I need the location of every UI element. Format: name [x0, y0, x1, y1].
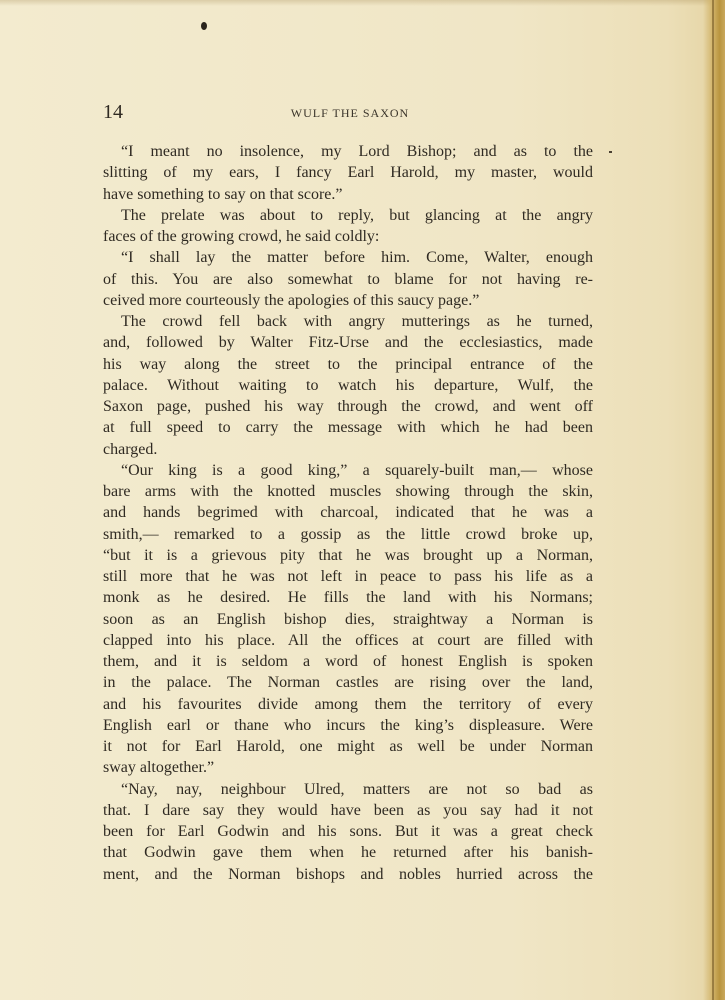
page-edge-line — [712, 0, 714, 1000]
text-line: “but it is a grievous pity that he was brought up a Norman, — [103, 546, 593, 564]
running-title: WULF THE SAXON — [290, 106, 410, 120]
page-top-shadow — [0, 0, 725, 6]
text-line: in the palace. The Norman castles are rising over the land, — [103, 674, 593, 692]
text-line: still more that he was not left in peace to pass his life as a — [103, 568, 593, 585]
body-text — [103, 141, 593, 885]
text-line: clapped into his place. All the offices at court are filled with — [103, 631, 593, 649]
text-line: faces of the growing crowd, he said coldly: — [103, 228, 380, 245]
text-line: palace. Without waiting to watch his departure, Wulf, the — [103, 376, 593, 394]
page-number: 14 — [103, 101, 123, 123]
margin-mark — [609, 151, 612, 153]
text-line: “Our king is a good king,” a squarely-built man,— whose — [121, 461, 593, 479]
text-line: of this. You are also somewhat to blame for not having re- — [103, 270, 593, 288]
text-line: charged. — [103, 440, 158, 458]
text-line: slitting of my ears, I fancy Earl Harold, my master, would — [103, 164, 593, 182]
text-line: “Nay, nay, neighbour Ulred, matters are not so bad as — [121, 780, 593, 798]
text-line: and hands begrimed with charcoal, indicated that he was a — [103, 504, 593, 522]
text-line: ceived more courteously the apologies of this saucy page.” — [103, 291, 480, 309]
text-line: smith,— remarked to a gossip as the little crowd broke up, — [103, 525, 593, 543]
text-line: and his favourites divide among them the territory of every — [103, 695, 593, 713]
text-line: been for Earl Godwin and his sons. But it was a great check — [103, 823, 593, 840]
ink-speck — [201, 22, 207, 30]
text-line: his way along the street to the principal entrance of the — [103, 355, 593, 373]
text-line: bare arms with the knotted muscles showing through the skin, — [103, 483, 593, 500]
text-line: have something to say on that score.” — [103, 185, 343, 203]
text-line: ment, and the Norman bishops and nobles hurried across the — [103, 865, 593, 883]
text-line: monk as he desired. He fills the land with his Normans; — [103, 589, 593, 607]
page-spine-edge — [703, 0, 725, 1000]
text-line: sway altogether.” — [103, 759, 215, 777]
text-line: them, and it is seldom a word of honest English is spoken — [103, 653, 593, 670]
text-line: at full speed to carry the message with which he had been — [103, 419, 593, 437]
text-line: soon as an English bishop dies, straightway a Norman is — [103, 610, 593, 628]
text-line: that. I dare say they would have been as you say had it not — [103, 801, 593, 819]
text-line: The prelate was about to reply, but glancing at the angry — [121, 206, 593, 224]
text-line: English earl or thane who incurs the king’s displeasure. Were — [103, 716, 593, 734]
text-line: “I meant no insolence, my Lord Bishop; and as to the — [121, 143, 593, 160]
text-line: and, followed by Walter Fitz-Urse and the ecclesiastics, made — [103, 334, 593, 352]
text-line: Saxon page, pushed his way through the crowd, and went off — [103, 398, 593, 415]
text-line: it not for Earl Harold, one might as well be under Norman — [103, 738, 593, 755]
text-line: The crowd fell back with angry mutterings as he turned, — [121, 313, 593, 330]
text-line: “I shall lay the matter before him. Come, Walter, enough — [121, 249, 593, 267]
text-line: that Godwin gave them when he returned after his banish- — [103, 844, 593, 862]
